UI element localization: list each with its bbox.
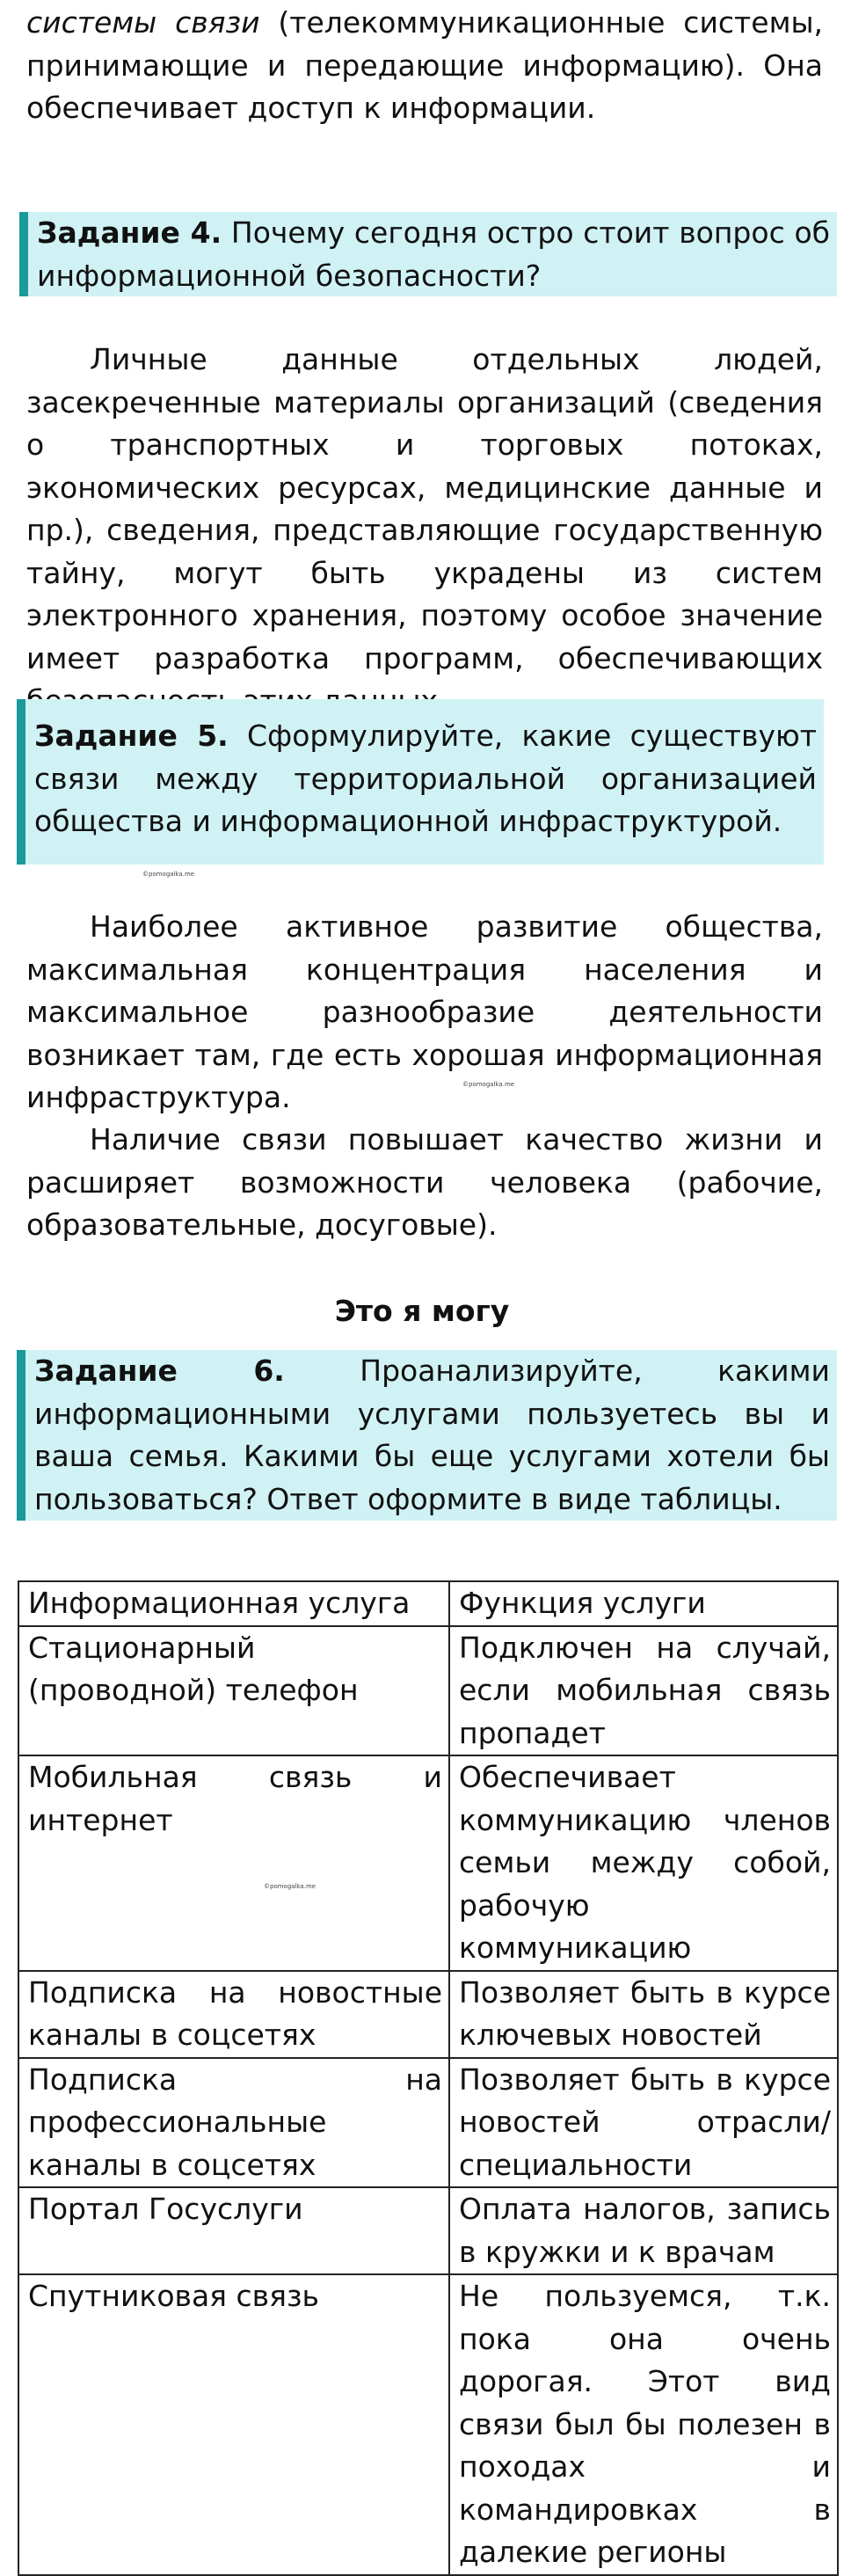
table-row bbox=[18, 2274, 838, 2575]
task-5-answer-2: Наличие связи повышает качество жизни и расширяет возможности человека (рабочие, образовательные, досуговые). bbox=[26, 1122, 823, 1242]
section-heading: Это я могу bbox=[334, 1294, 510, 1328]
service-cell: Спутниковая связь bbox=[18, 2274, 449, 2575]
task-5-question: Сформулируйте, какие существуют связи между территориальной организацией общества и информационной инфраструктурой. bbox=[34, 719, 817, 838]
table-row bbox=[18, 2187, 838, 2274]
task-4-label: Задание 4. bbox=[37, 215, 222, 250]
function-cell: Подключен на случай, если мобильная связь пропадет bbox=[449, 1626, 838, 1756]
table-row bbox=[18, 1626, 838, 1756]
service-cell bbox=[18, 1755, 449, 1971]
watermark: ©pomogalka.me bbox=[462, 1081, 515, 1088]
intro-term: системы связи bbox=[26, 5, 260, 40]
table-header-cell: Информационная услуга bbox=[18, 1581, 449, 1626]
table-row bbox=[18, 1755, 838, 1971]
service-cell: Подписка на профессиональные каналы в соцсетях bbox=[18, 2058, 449, 2188]
task-4-answer: Личные данные отдельных людей, засекреченные материалы организаций (сведения о транспортных и торговых потоках, экономических ресурсах, медицинские данные и пр.), сведения, представляющие государственную тайну, могут быть украдены из систем электронного хранения, поэтому особое значение имеет разработка программ, обеспечивающих bbox=[26, 342, 823, 675]
service-cell: Подписка на новостные каналы в соцсетях bbox=[18, 1971, 449, 2058]
task-4-question: Почему сегодня остро стоит вопрос об информационной безопасности? bbox=[37, 215, 830, 293]
intro-text: (телекоммуникационные системы, принимающие и передающие информацию). Она обеспечивает доступ к информации. bbox=[26, 5, 824, 125]
function-cell: Позволяет быть в курсе ключевых новостей bbox=[449, 1971, 838, 2058]
task-6-box bbox=[17, 1350, 837, 1521]
function-cell: Не пользуемся, т.к. пока она очень дорогая. Этот вид связи был бы полезен в походах и командировках в далекие регионы bbox=[449, 2274, 838, 2575]
task-6-label: Задание 6. bbox=[34, 1354, 285, 1388]
task-4-box bbox=[19, 212, 837, 296]
table-header-row bbox=[18, 1581, 838, 1626]
watermark: ©pomogalka.me bbox=[142, 871, 195, 878]
task-5-answer-1: Наиболее активное развитие общества, максимальная концентрация населения и максимальное разнообразие деятельности возникает там, где есть хорошая информационная инфраструктура. bbox=[26, 909, 823, 1114]
function-cell: Позволяет быть в курсе новостей отрасли/специальности bbox=[449, 2058, 838, 2188]
function-cell: Оплата налогов, запись в кружки и к врачам bbox=[449, 2187, 838, 2274]
task-5-box bbox=[17, 699, 824, 865]
function-cell: Обеспечивает коммуникацию членов семьи между собой, рабочую коммуникацию bbox=[449, 1755, 838, 1971]
table-row bbox=[18, 1971, 838, 2058]
watermark: ©pomogalka.me bbox=[264, 1883, 316, 1890]
service-text: Мобильная связь и интернет bbox=[28, 1760, 442, 1837]
intro-paragraph bbox=[26, 2, 823, 130]
table-row bbox=[18, 2058, 838, 2188]
services-table bbox=[18, 1580, 839, 2576]
service-cell: Стационарный (проводной) телефон bbox=[18, 1626, 449, 1756]
task-6-question: Проанализируйте, какими информационными услугами пользуетесь вы и ваша семья. Какими бы еще услугами хотели бы пользоваться? Ответ оформите в виде таблицы. bbox=[34, 1354, 830, 1516]
table-header-cell: Функция услуги bbox=[449, 1581, 838, 1626]
task-5-label: Задание 5. bbox=[34, 719, 229, 753]
service-cell: Портал Госуслуги bbox=[18, 2187, 449, 2274]
